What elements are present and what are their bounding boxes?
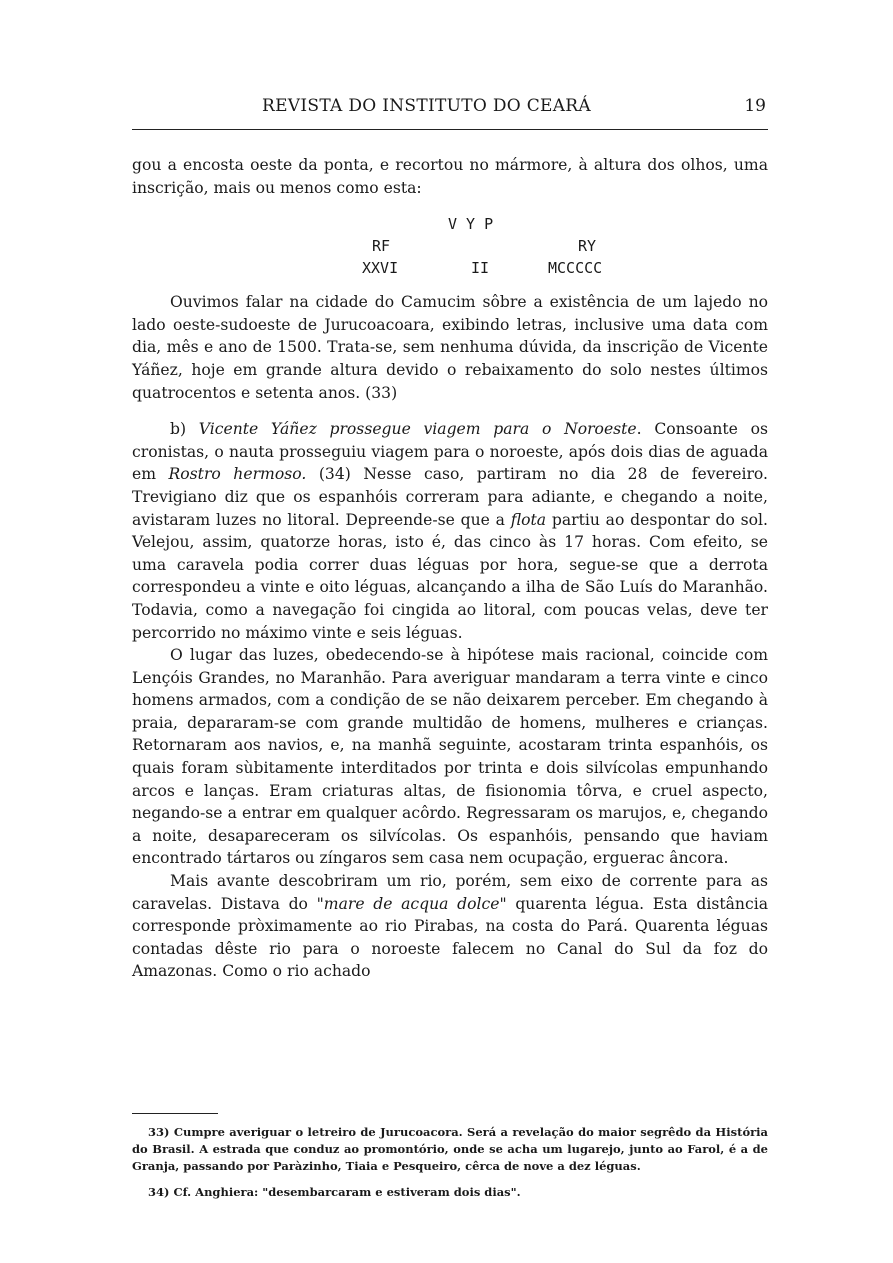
- paragraph-4: O lugar das luzes, obedecendo-se à hipótese mais racional, coincide com Lençóis Grandes, no Maranhão. Para averiguar mandaram a terra vinte e cinco homens armados, com a condição de se não deixarem perceber. Em chegando à praia, depararam-se com grande multidão de homens, mulheres e crianças. Retornaram aos navios, e, na manhã seguinte, acostaram trinta espanhóis, os quais foram sùbitamente interditados por trinta e dois silvícolas empunhando arcos e lanças. Eram criaturas altas, de fisionomia tôrva, e cruel aspecto, negando-se a entrar em qualquer acôrdo. Regressaram os marujos, e, chegando a noite, desapareceram os silvícolas. Os espanhóis, pensando que haviam encontrado tártaros ou zíngaros sem casa nem ocupação, erguerac âncora.: [132, 646, 768, 868]
- page-number: 19: [744, 96, 766, 116]
- paragraph-5-text: quarenta légua. Esta distância corresponde pròximamente ao rio Pirabas, na costa do Pará. Quarenta léguas contadas dêste rio para o noroeste falecem no Canal do Sul da foz do Amazonas. Como o rio achado: [132, 894, 768, 981]
- paragraph-5-text: Mais avante descobriram um rio, porém, sem eixo de corrente para as caravelas. Distava do: [132, 872, 768, 913]
- footnote-34: 34) Cf. Anghiera: "desembarcaram e estiveram dois dias".: [148, 1185, 521, 1200]
- paragraph-3: [132, 418, 768, 644]
- paragraph-2: Ouvimos falar na cidade do Camucim sôbre a existência de um lajedo no lado oeste-sudoeste de Jurucoacoara, exibindo letras, inclusive uma data com dia, mês e ano de 1500. Trata-se, sem nenhuma dúvida, da inscrição de Vicente Yáñez, hoje em grande altura devido o rebaixamento do solo nestes últimos quatrocentos e setenta anos. (33): [132, 293, 768, 402]
- inscription-line-1: V Y P: [448, 215, 494, 234]
- rostro-hermoso: Rostro hermoso.: [168, 465, 307, 484]
- header-rule: [132, 129, 768, 130]
- inscription-xxvi: XXVI: [362, 259, 399, 278]
- running-header: [132, 96, 768, 124]
- body-text: [132, 154, 768, 983]
- section-heading: Vicente Yáñez prossegue viagem para o Noroeste: [198, 420, 637, 439]
- flota: flota: [510, 510, 547, 529]
- spacer: [132, 1174, 768, 1184]
- paragraph-3-text: . Consoante os cronistas, o nauta prosseguiu viagem para o noroeste, após dois dias de aguada em: [132, 420, 768, 484]
- paragraph-1: gou a encosta oeste da ponta, e recortou no mármore, à altura dos olhos, uma inscrição, mais ou menos como esta:: [132, 156, 768, 197]
- inscription-ry: RY: [578, 237, 597, 256]
- footnote-33: 33) Cumpre averiguar o letreiro de Jurucoacora. Será a revelação do maior segrêdo da História do Brasil. A estrada que conduz ao promontório, onde se acha um lugarejo, junto ao Farol, é a de Granja, passando por Paràzinho, Tiaia e Pesqueiro, cêrca de nove a dez léguas.: [132, 1125, 768, 1173]
- inscription: [132, 199, 768, 279]
- mare-quote: "mare de acqua dolce": [316, 894, 507, 913]
- inscription-mccccc: MCCCCC: [548, 259, 603, 278]
- spacer: [132, 404, 768, 418]
- paragraph-3-text: (34) Nesse caso, partiram no dia 28 de fevereiro. Trevigiano diz que os espanhóis correram para adiante, e chegando a noite, avistaram luzes no litoral. Depreende-se que a: [132, 465, 768, 529]
- section-label: b): [170, 420, 199, 439]
- paragraph-5: [132, 870, 768, 983]
- paragraph-3-text: partiu ao despontar do sol. Velejou, assim, quatorze horas, isto é, das cinco às 17 horas. Com efeito, se uma caravela podia correr duas léguas por hora, segue-se que a derrota correspondeu a vinte e oito léguas, alcançando a ilha de São Luís do Maranhão. Todavia, como a navegação foi cingida ao litoral, com poucas velas, deve ter percorrido no máximo vinte e seis léguas.: [132, 510, 768, 642]
- footnotes: [132, 1124, 768, 1201]
- footnote-rule: [132, 1113, 218, 1114]
- spacer: [132, 279, 768, 291]
- running-title: REVISTA DO INSTITUTO DO CEARÁ: [262, 96, 591, 116]
- inscription-rf: RF: [372, 237, 391, 256]
- inscription-ii: II: [471, 259, 490, 278]
